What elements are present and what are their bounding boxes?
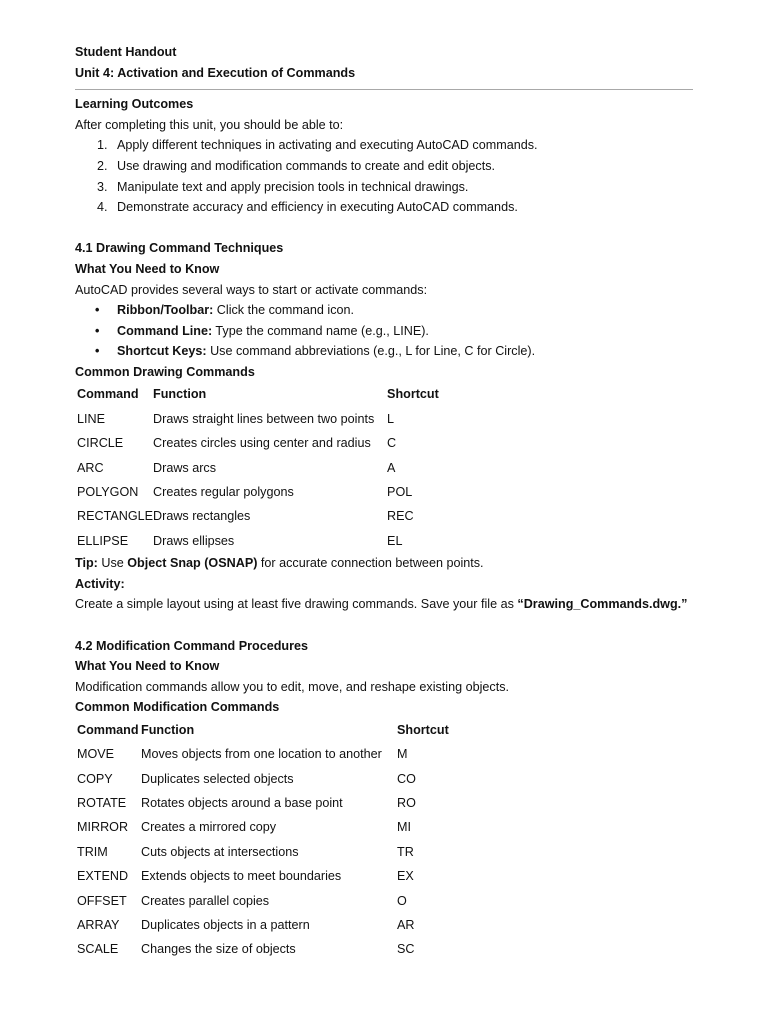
outcome-number: 4. xyxy=(97,200,108,215)
activation-method-item xyxy=(75,321,693,342)
table-row xyxy=(77,431,439,455)
tip-text-pre: Use xyxy=(97,556,128,571)
table-row xyxy=(77,816,449,840)
activation-method-item xyxy=(75,300,693,321)
activity-label: Activity: xyxy=(75,576,125,591)
table-row xyxy=(77,504,439,528)
command-cell: ELLIPSE xyxy=(77,533,129,548)
function-cell: Extends objects to meet boundaries xyxy=(141,869,342,884)
outcome-text: Apply different techniques in activating and executing AutoCAD commands. xyxy=(117,138,538,153)
outcome-number: 2. xyxy=(97,158,108,173)
column-header: Function xyxy=(141,722,195,737)
section-4-1-heading: 4.1 Drawing Command Techniques xyxy=(75,241,284,256)
function-cell: Creates a mirrored copy xyxy=(141,820,277,835)
shortcut-cell: EX xyxy=(397,869,414,884)
outcomes-list xyxy=(75,135,693,217)
outcome-item xyxy=(75,156,693,177)
function-cell: Creates circles using center and radius xyxy=(153,436,371,451)
shortcut-cell: AR xyxy=(397,918,415,932)
table-header-row xyxy=(77,718,449,742)
command-cell: POLYGON xyxy=(77,484,139,499)
tip-label: Tip: xyxy=(75,556,98,571)
column-header: Shortcut xyxy=(387,387,439,402)
command-cell: SCALE xyxy=(77,942,119,957)
section-4-2-intro: Modification commands allow you to edit, move, and reshape existing objects. xyxy=(75,679,510,694)
table-row xyxy=(77,938,449,962)
function-cell: Draws arcs xyxy=(153,460,217,475)
method-term: Ribbon/Toolbar: xyxy=(117,303,214,318)
section-4-1-intro: AutoCAD provides several ways to start or activate commands: xyxy=(75,282,428,297)
function-cell: Creates parallel copies xyxy=(141,893,270,908)
outcome-text: Manipulate text and apply precision tools in technical drawings. xyxy=(117,179,469,194)
unit-title: Unit 4: Activation and Execution of Commands xyxy=(75,65,356,80)
table-row xyxy=(77,840,449,864)
modification-table-title: Common Modification Commands xyxy=(75,700,280,715)
tip-osnap: Object Snap (OSNAP) xyxy=(127,556,258,571)
column-header: Command xyxy=(77,722,139,737)
function-cell: Duplicates selected objects xyxy=(141,771,294,786)
tip-text-post: for accurate connection between points. xyxy=(257,556,484,571)
drawing-commands-table xyxy=(77,383,439,554)
shortcut-cell: SC xyxy=(397,942,415,957)
activity-instruction: Create a simple layout using at least five drawing commands. Save your file as xyxy=(75,597,518,612)
table-row xyxy=(77,791,449,815)
function-cell: Draws rectangles xyxy=(153,509,251,524)
shortcut-cell: REC xyxy=(387,509,414,524)
activation-methods-list xyxy=(75,300,693,362)
command-cell: LINE xyxy=(77,411,105,426)
function-cell: Draws straight lines between two points xyxy=(153,411,375,426)
command-cell: RECTANGLE xyxy=(77,509,154,524)
section-4-2-heading: 4.2 Modification Command Procedures xyxy=(75,638,309,653)
shortcut-cell: C xyxy=(387,436,397,451)
shortcut-cell: RO xyxy=(397,796,416,811)
outcome-item xyxy=(75,177,693,198)
outcomes-intro: After completing this unit, you should be able to: xyxy=(75,117,344,132)
method-text: Click the command icon. xyxy=(213,303,354,318)
table-row xyxy=(77,480,439,504)
section-4-1-subheading: What You Need to Know xyxy=(75,261,220,276)
shortcut-cell: CO xyxy=(397,771,416,786)
column-header: Shortcut xyxy=(397,722,449,737)
bullet-icon: • xyxy=(95,303,100,318)
function-cell: Duplicates objects in a pattern xyxy=(141,918,310,932)
command-cell: COPY xyxy=(77,771,113,786)
drawing-table-title: Common Drawing Commands xyxy=(75,364,255,379)
shortcut-cell: EL xyxy=(387,533,403,548)
method-term: Command Line: xyxy=(117,323,213,338)
command-cell: CIRCLE xyxy=(77,436,124,451)
activation-method-item xyxy=(75,341,693,362)
shortcut-cell: MI xyxy=(397,820,411,835)
outcome-number: 1. xyxy=(97,138,108,153)
table-row xyxy=(77,889,449,913)
outcome-item xyxy=(75,135,693,156)
shortcut-cell: A xyxy=(387,460,396,475)
activity-text xyxy=(75,594,693,615)
modification-commands-table xyxy=(77,718,449,962)
bullet-icon: • xyxy=(95,323,100,338)
column-header: Command xyxy=(77,387,139,402)
method-term: Shortcut Keys: xyxy=(117,344,207,359)
outcome-number: 3. xyxy=(97,179,108,194)
method-text: Use command abbreviations (e.g., L for Line, C for Circle). xyxy=(206,344,536,359)
function-cell: Draws ellipses xyxy=(153,533,235,548)
command-cell: MOVE xyxy=(77,747,115,762)
shortcut-cell: M xyxy=(397,747,408,762)
function-cell: Cuts objects at intersections xyxy=(141,844,299,859)
outcome-item xyxy=(75,197,693,218)
document-title: Student Handout xyxy=(75,45,177,59)
function-cell: Changes the size of objects xyxy=(141,942,296,957)
table-row xyxy=(77,742,449,766)
function-cell: Moves objects from one location to another xyxy=(141,747,382,762)
bullet-icon: • xyxy=(95,344,100,359)
outcome-text: Demonstrate accuracy and efficiency in executing AutoCAD commands. xyxy=(117,200,518,215)
section-4-2-subheading: What You Need to Know xyxy=(75,659,220,674)
table-row xyxy=(77,913,449,937)
command-cell: MIRROR xyxy=(77,820,129,835)
column-header: Function xyxy=(153,387,207,402)
shortcut-cell: TR xyxy=(397,844,414,859)
command-cell: OFFSET xyxy=(77,893,127,908)
command-cell: TRIM xyxy=(77,844,108,859)
method-text: Type the command name (e.g., LINE). xyxy=(212,323,429,338)
shortcut-cell: POL xyxy=(387,484,413,499)
table-row xyxy=(77,767,449,791)
command-cell: EXTEND xyxy=(77,869,129,884)
osnap-tip xyxy=(75,553,693,574)
table-row xyxy=(77,864,449,888)
shortcut-cell: O xyxy=(397,893,407,908)
table-row xyxy=(77,456,439,480)
outcome-text: Use drawing and modification commands to create and edit objects. xyxy=(117,158,496,173)
command-cell: ROTATE xyxy=(77,796,127,811)
outcomes-heading: Learning Outcomes xyxy=(75,97,194,112)
command-cell: ARC xyxy=(77,460,104,475)
function-cell: Creates regular polygons xyxy=(153,484,294,499)
shortcut-cell: L xyxy=(387,411,395,426)
command-cell: ARRAY xyxy=(77,918,120,932)
function-cell: Rotates objects around a base point xyxy=(141,796,343,811)
table-header-row xyxy=(77,383,439,407)
table-row xyxy=(77,407,439,431)
activity-filename: “Drawing_Commands.dwg.” xyxy=(517,597,688,612)
handout-page xyxy=(75,42,693,962)
table-row xyxy=(77,529,439,553)
